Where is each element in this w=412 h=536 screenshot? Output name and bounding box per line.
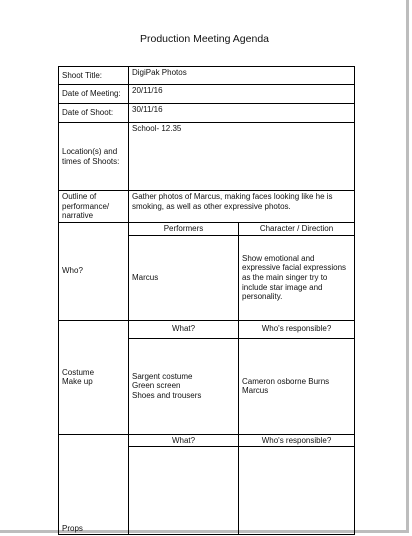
page-title: Production Meeting Agenda xyxy=(139,33,269,45)
locations-label: Location(s) and times of Shoots: xyxy=(59,123,129,191)
table-row xyxy=(59,67,355,85)
date-of-shoot-label: Date of Shoot: xyxy=(59,104,129,123)
costume-label: Costume xyxy=(62,367,95,377)
costume-responsible-value xyxy=(239,338,355,434)
costume-item: Shoes and trousers xyxy=(132,391,202,401)
responsible-person: Cameron osborne Burns xyxy=(242,376,330,386)
performers-value: Marcus xyxy=(129,235,239,320)
shoot-title-label: Shoot Title: xyxy=(59,67,129,85)
table-row xyxy=(59,320,355,338)
table-row xyxy=(59,434,355,447)
table-row xyxy=(59,85,355,104)
performers-header: Performers xyxy=(129,222,239,235)
date-of-meeting-label: Date of Meeting: xyxy=(59,85,129,104)
outline-label: Outline of performance/ narrative xyxy=(59,191,129,223)
props-label: Props xyxy=(59,434,129,535)
table-row xyxy=(59,222,355,235)
locations-value: School- 12.35 xyxy=(129,123,355,191)
props-what-value xyxy=(129,447,239,535)
date-of-meeting-value: 20/11/16 xyxy=(129,85,355,104)
outline-value: Gather photos of Marcus, making faces looking like he is smoking, as well as other expressive photos. xyxy=(129,191,355,223)
costume-responsible-header: Who's responsible? xyxy=(239,320,355,338)
date-of-shoot-value: 30/11/16 xyxy=(129,104,355,123)
props-what-header: What? xyxy=(129,434,239,447)
table-row xyxy=(59,123,355,191)
table-row xyxy=(59,191,355,223)
costume-what-header: What? xyxy=(129,320,239,338)
costume-item: Green screen xyxy=(132,381,181,391)
costume-item: Sargent costume xyxy=(132,371,193,381)
responsible-person: Marcus xyxy=(242,386,269,396)
props-responsible-value xyxy=(239,447,355,535)
agenda-table xyxy=(58,66,355,535)
makeup-label: Make up xyxy=(62,377,93,387)
costume-makeup-label xyxy=(59,320,129,434)
props-responsible-header: Who's responsible? xyxy=(239,434,355,447)
table-row xyxy=(59,104,355,123)
character-direction-value: Show emotional and expressive facial expressions as the main singer try to include star image and personality. xyxy=(239,235,355,320)
character-direction-header: Character / Direction xyxy=(239,222,355,235)
shoot-title-value: DigiPak Photos xyxy=(129,67,355,85)
who-label: Who? xyxy=(59,222,129,320)
costume-what-value xyxy=(129,338,239,434)
